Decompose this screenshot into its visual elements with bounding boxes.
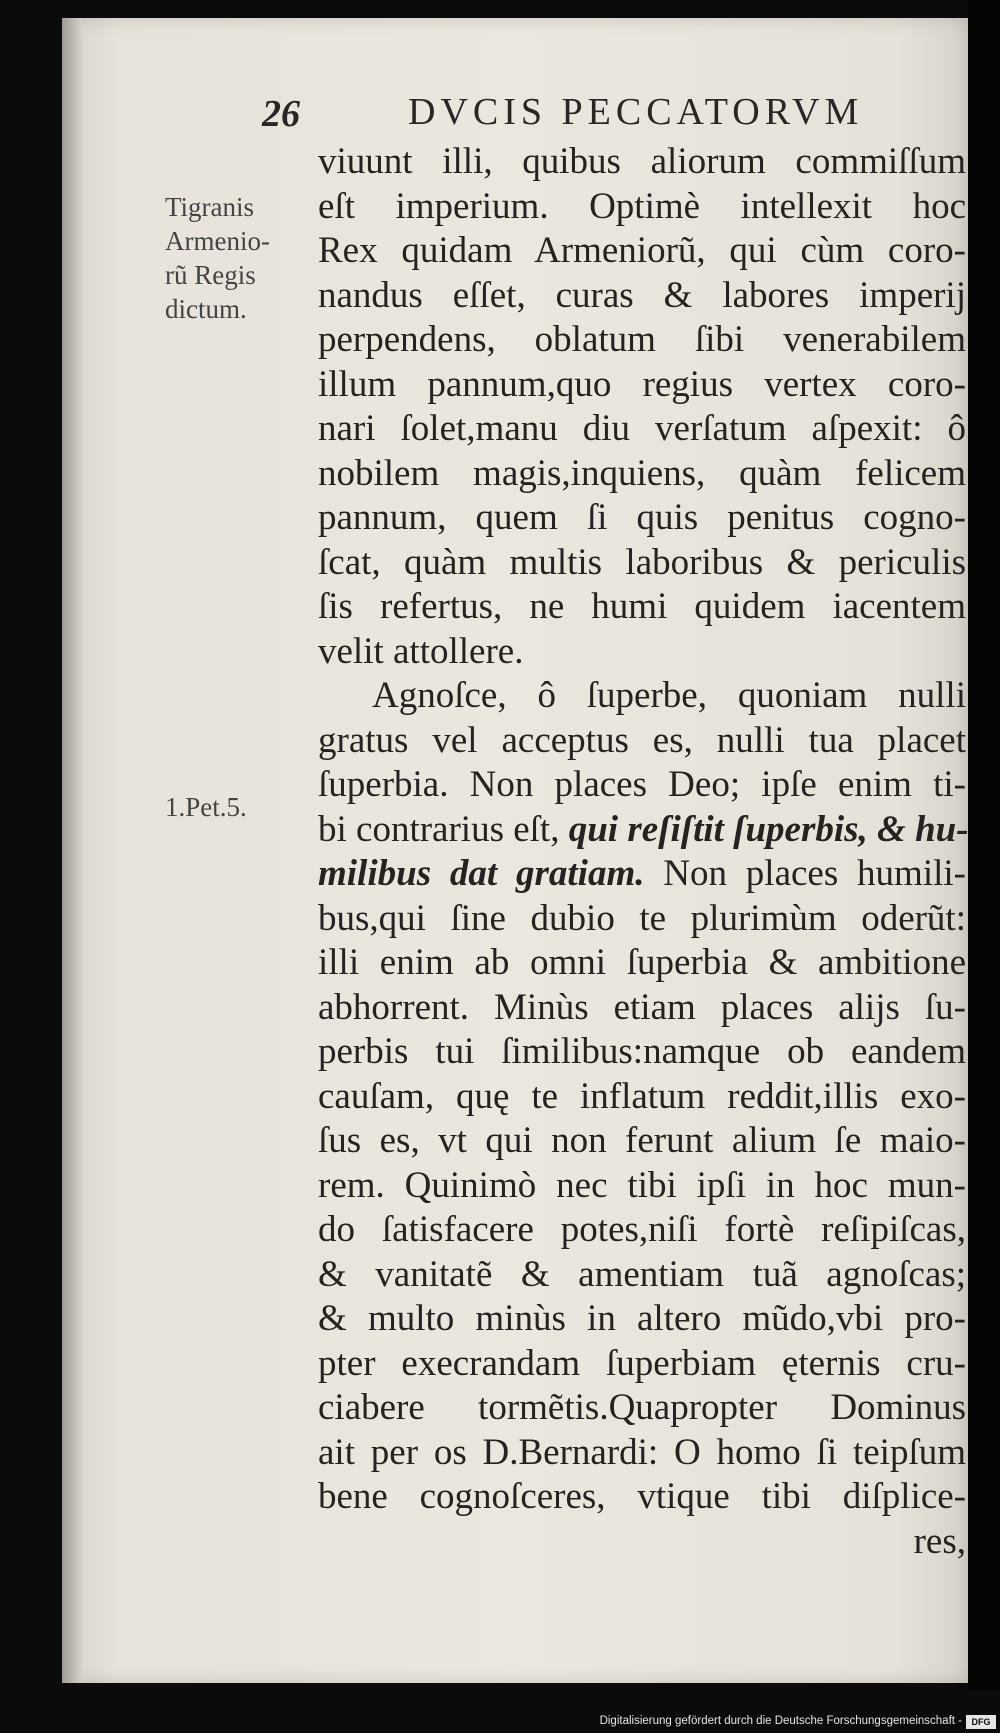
text-line: eſt imperium. Optimè intellexit hoc: [318, 185, 966, 227]
text-line-with-quote: [318, 852, 966, 897]
margin-note-line: dictum.: [165, 294, 247, 324]
body-text: [318, 140, 969, 1564]
catchword: res,: [913, 1520, 966, 1562]
margin-note-line: rũ Regis: [165, 260, 256, 290]
text-line: bus,qui ſine dubio te plurimùm oderũt:: [318, 897, 966, 939]
digitization-footer: [0, 1712, 1000, 1733]
text-line: perbis tui ſimilibus:namque ob eandem: [318, 1031, 966, 1072]
scripture-quote: qui reſiſtit ſuperbis, & hu-: [568, 808, 969, 850]
scan-border: [968, 0, 1000, 1690]
text-line: ſcat, quàm multis laboribus & periculis: [318, 541, 966, 583]
margin-note-scripture: 1.Pet.5.: [165, 792, 247, 822]
text-line: pannum, quem ſi quis penitus cogno-: [318, 497, 966, 538]
running-head: DVCIS PECCATORVM: [408, 91, 864, 133]
dfg-logo: DFG: [966, 1715, 996, 1729]
text-line: ait per os D.Bernardi: O homo ſi teipſum: [318, 1431, 966, 1473]
text-line: & vanitatẽ & amentiam tuã agnoſcas;: [318, 1253, 966, 1295]
text-line: & multo minùs in altero mũdo,vbi pro-: [318, 1298, 966, 1339]
text-line: viuunt illi, quibus aliorum commiſſum: [318, 141, 966, 182]
text-line: ſis refertus, ne humi quidem iacentem: [318, 586, 966, 627]
text-span: Non places humili-: [644, 853, 967, 894]
text-line: Agnoſce, ô ſuperbe, quoniam nulli: [372, 675, 966, 716]
page-number: 26: [262, 93, 300, 135]
text-line: ciabere tormẽtis.Quapropter Dominus: [318, 1387, 966, 1428]
text-line: nandus eſſet, curas & labores imperij: [318, 274, 966, 316]
text-line: pter execrandam ſuperbiam ęternis cru-: [318, 1342, 966, 1384]
text-line: nobilem magis,inquiens, quàm felicem: [318, 452, 966, 494]
text-line: cauſam, quę te inflatum reddit,illis exo-: [318, 1075, 966, 1117]
margin-note-line: Armenio-: [165, 226, 270, 256]
margin-note-line: Tigranis: [165, 192, 255, 222]
text-line: gratus vel acceptus es, nulli tua placet: [318, 719, 966, 761]
scripture-quote: milibus dat gratiam.: [318, 853, 645, 894]
text-line: rem. Quinimò nec tibi ipſi in hoc mun-: [318, 1164, 966, 1206]
margin-note-tigranis: [165, 190, 270, 326]
footer-text: Digitalisierung gefördert durch die Deutsche Forschungsgemeinschaft -: [599, 1715, 962, 1727]
text-line: do ſatisfacere potes,niſi fortè reſipiſcas,: [318, 1209, 966, 1250]
text-span: bi contrarius eſt,: [318, 808, 569, 850]
text-line: Rex quidam Armeniorũ, qui cùm coro-: [318, 230, 966, 271]
text-line: illi enim ab omni ſuperbia & ambitione: [318, 942, 966, 983]
text-line: perpendens, oblatum ſibi venerabilem: [318, 319, 966, 360]
text-line-with-quote: [318, 808, 969, 853]
text-line: nari ſolet,manu diu verſatum aſpexit: ô: [318, 408, 966, 449]
text-line: ſuperbia. Non places Deo; ipſe enim ti-: [318, 764, 966, 805]
text-line: bene cognoſceres, vtique tibi diſplice-: [318, 1476, 966, 1517]
text-line: ſus es, vt qui non ferunt alium ſe maio-: [318, 1120, 966, 1161]
text-line: abhorrent. Minùs etiam places alijs ſu-: [318, 986, 966, 1028]
text-line: velit attollere.: [318, 630, 524, 672]
text-line: illum pannum,quo regius vertex coro-: [318, 363, 966, 405]
